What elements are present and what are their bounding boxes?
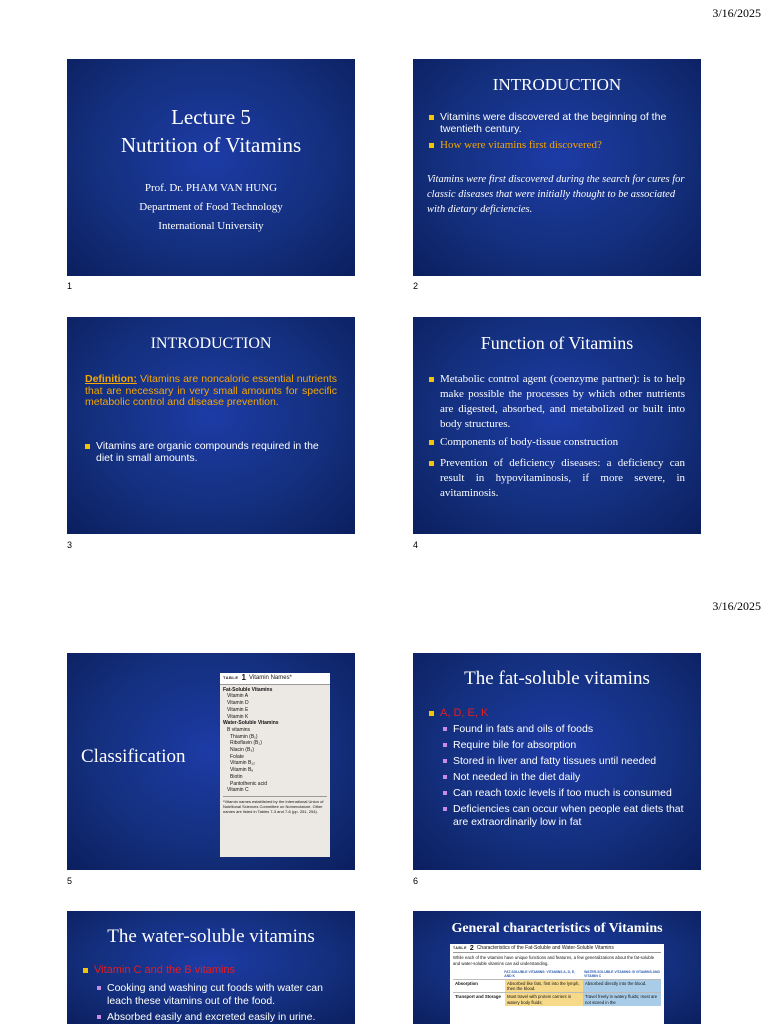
table-label: TABLE <box>453 946 467 950</box>
sub-bullet-icon <box>443 807 447 811</box>
table-header <box>220 673 330 685</box>
slide-title: Classification <box>81 746 186 767</box>
table-column-headers <box>453 970 661 979</box>
sub-bullet-icon <box>443 759 447 763</box>
slide-5 <box>67 653 355 870</box>
bullet-item <box>429 139 691 152</box>
bullet-icon <box>429 711 434 716</box>
bullet-text: Vitamins are organic compounds required in the diet in small amounts. <box>96 440 319 464</box>
bullet-icon <box>429 440 434 445</box>
fat-soluble-header: Fat-Soluble Vitamins <box>223 686 273 693</box>
bullet-text: A, D, E, K <box>440 707 489 719</box>
column-header-fat: FAT-SOLUBLE VITAMINS: VITAMINS A, D, E, AND K <box>504 969 576 979</box>
bullet-text: How were vitamins first discovered? <box>440 139 602 151</box>
sub-bullet-text: Found in fats and oils of foods <box>453 723 594 735</box>
sub-bullet-item <box>443 723 687 736</box>
bullet-text: Vitamin C and the B vitamins <box>94 964 236 976</box>
slide-title: The water-soluble vitamins <box>107 926 315 947</box>
bullet-icon <box>429 115 434 120</box>
slide-2 <box>413 59 701 276</box>
cell-water: Absorbed directly into the blood. <box>583 980 661 993</box>
slide-1 <box>67 59 355 276</box>
sub-bullet-text: Require bile for absorption <box>453 739 577 751</box>
bullet-text: Metabolic control agent (coenzyme partner): is to help make possible the processes by which other nutrients are digested, absorbed, and metabolized or built into body structures. <box>440 373 685 430</box>
definition-label: Definition: <box>85 373 137 385</box>
sub-bullet-item <box>443 755 687 768</box>
row-label: Absorption <box>453 980 505 993</box>
slide-title: General characteristics of Vitamins <box>451 921 663 936</box>
sub-bullet-text: Deficiencies can occur when people eat diets that are extraordinarily low in fat <box>453 803 684 828</box>
row-label: Transport and Storage <box>453 993 505 1006</box>
bullet-text: Prevention of deficiency diseases: a deficiency can result in hypovitaminosis, if more severe, in avitaminosis. <box>440 457 685 499</box>
slide-authors <box>67 179 355 236</box>
cell-fat: Absorbed like fats, first into the lymph, then the blood. <box>505 980 583 993</box>
bullet-item <box>85 440 337 464</box>
bullet-text: Vitamins were discovered at the beginning of the twentieth century. <box>440 111 667 135</box>
bullet-item <box>429 435 685 450</box>
slide-title: INTRODUCTION <box>492 75 622 94</box>
sub-bullet-item <box>97 982 341 1007</box>
bullet-item <box>429 372 685 432</box>
sub-bullet-text: Absorbed easily and excreted easily in urine. <box>107 1010 316 1023</box>
sub-bullet-text: Not needed in the diet daily <box>453 771 581 783</box>
bullet-icon <box>429 377 434 382</box>
italic-paragraph: Vitamins were first discovered during the search for cures for classic diseases that were initially thought to be associated with dietary deficiencies. <box>427 174 685 215</box>
sub-bullet-text: Stored in liver and fatty tissues until needed <box>453 755 657 767</box>
main-bullet <box>83 964 339 977</box>
column-header-water: WATER-SOLUBLE VITAMINS: B VITAMINS AND VITAMIN C <box>584 969 660 979</box>
table-list-item: Vitamin A <box>227 693 249 700</box>
sub-bullet-icon <box>443 743 447 747</box>
sub-bullet-item <box>443 803 687 828</box>
slide-title: The fat-soluble vitamins <box>464 668 650 689</box>
table-list-item: Vitamin B₆ <box>230 767 254 774</box>
table-list-item: Biotin <box>230 773 243 780</box>
table-body <box>453 979 661 1006</box>
table-row <box>453 979 661 993</box>
table-number: 1 <box>241 673 246 682</box>
department-name: Department of Food Technology <box>139 201 283 213</box>
slide-number: 4 <box>413 540 419 550</box>
water-soluble-list <box>223 727 327 794</box>
table-row <box>453 992 661 1006</box>
table-header <box>453 946 661 953</box>
cell-water: Travel freely in watery fluids; most are not stored in the <box>583 993 661 1006</box>
slide-title: Function of Vitamins <box>480 333 634 353</box>
water-soluble-header: Water-Soluble Vitamins <box>223 720 279 727</box>
table-list-item: Niacin (B₃) <box>230 747 254 754</box>
bullet-item <box>429 456 685 501</box>
sub-bullet-item <box>443 771 687 784</box>
table-intro: While each of the vitamins have unique functions and features, a few generalizations about the fat-soluble and water-soluble vitamins can aid understanding. <box>453 955 655 966</box>
bullet-icon <box>83 968 88 973</box>
sub-bullet-icon <box>97 986 101 990</box>
sub-bullet-list <box>443 723 687 832</box>
sub-bullet-text: Cooking and washing cut foods with water can leach these vitamins out of the food. <box>107 982 323 1007</box>
author-name: Prof. Dr. PHAM VAN HUNG <box>144 182 278 194</box>
table-list-item: Folate <box>230 753 244 760</box>
table-label: TABLE <box>223 675 239 680</box>
bullet-item <box>429 111 691 135</box>
table-list-item: B vitamins <box>227 726 251 733</box>
sub-bullet-item <box>443 739 687 752</box>
page-date: 3/16/2025 <box>712 6 761 20</box>
table-list-item: Riboflavin (B₂) <box>230 740 262 747</box>
slide-3 <box>67 317 355 534</box>
table-list-item: Vitamin C <box>227 787 249 794</box>
table-footnote: *Vitamin names established by the International Union of Nutritional Sciences Committee on Nomenclature. Other names are listed in Tables 7-3 and 7-6 (pp. 251, 254). <box>223 796 327 814</box>
bullet-icon <box>85 444 90 449</box>
sub-bullet-icon <box>97 1015 101 1019</box>
bullet-text: Components of body-tissue construction <box>440 436 619 448</box>
sub-bullet-text: Can reach toxic levels if too much is consumed <box>453 787 672 799</box>
table-caption: Vitamin Names* <box>249 675 292 681</box>
slide-title <box>67 103 355 159</box>
slide-number: 1 <box>67 281 73 291</box>
vitamin-names-table <box>220 673 330 857</box>
fat-soluble-list <box>223 693 327 720</box>
table-list-item: Vitamin K <box>227 713 249 720</box>
slide-7 <box>67 911 355 1024</box>
table-caption: Characteristics of the Fat-Soluble and Water-Soluble Vitamins <box>476 945 614 951</box>
sub-bullet-icon <box>443 727 447 731</box>
table-list-item: Vitamin D <box>227 700 249 707</box>
bullet-icon <box>429 143 434 148</box>
slide-8 <box>413 911 701 1024</box>
main-bullet <box>429 707 685 720</box>
table-list-item: Thiamin (B₁) <box>230 733 258 740</box>
page-date: 3/16/2025 <box>712 599 761 613</box>
cell-fat: Must travel with protein carriers in watery body fluids; <box>505 993 583 1006</box>
slide-4 <box>413 317 701 534</box>
table-number: 2 <box>469 945 474 952</box>
university-name: International University <box>158 220 264 232</box>
slide-number: 6 <box>413 876 419 886</box>
table-list-item: Vitamin E <box>227 706 249 713</box>
sub-bullet-list <box>97 982 341 1024</box>
title-line-2: Nutrition of Vitamins <box>120 133 302 157</box>
slide-number: 3 <box>67 540 73 550</box>
sub-bullet-icon <box>443 775 447 779</box>
definition-text: Vitamins are noncaloric essential nutrients that are necessary in very small amounts for specific metabolic control and disease prevention. <box>85 373 337 408</box>
characteristics-table <box>450 944 664 1024</box>
slide-number: 2 <box>413 281 419 291</box>
sub-bullet-item <box>443 787 687 800</box>
table-list-item: Vitamin B₁₂ <box>230 760 255 767</box>
slide-6 <box>413 653 701 870</box>
sub-bullet-item <box>97 1011 341 1024</box>
title-line-1: Lecture 5 <box>171 105 251 129</box>
bullet-icon <box>429 461 434 466</box>
sub-bullet-icon <box>443 791 447 795</box>
definition-paragraph <box>85 374 337 409</box>
slide-number: 5 <box>67 876 73 886</box>
table-list-item: Pantothenic acid <box>230 780 267 787</box>
slide-title: INTRODUCTION <box>150 335 272 352</box>
